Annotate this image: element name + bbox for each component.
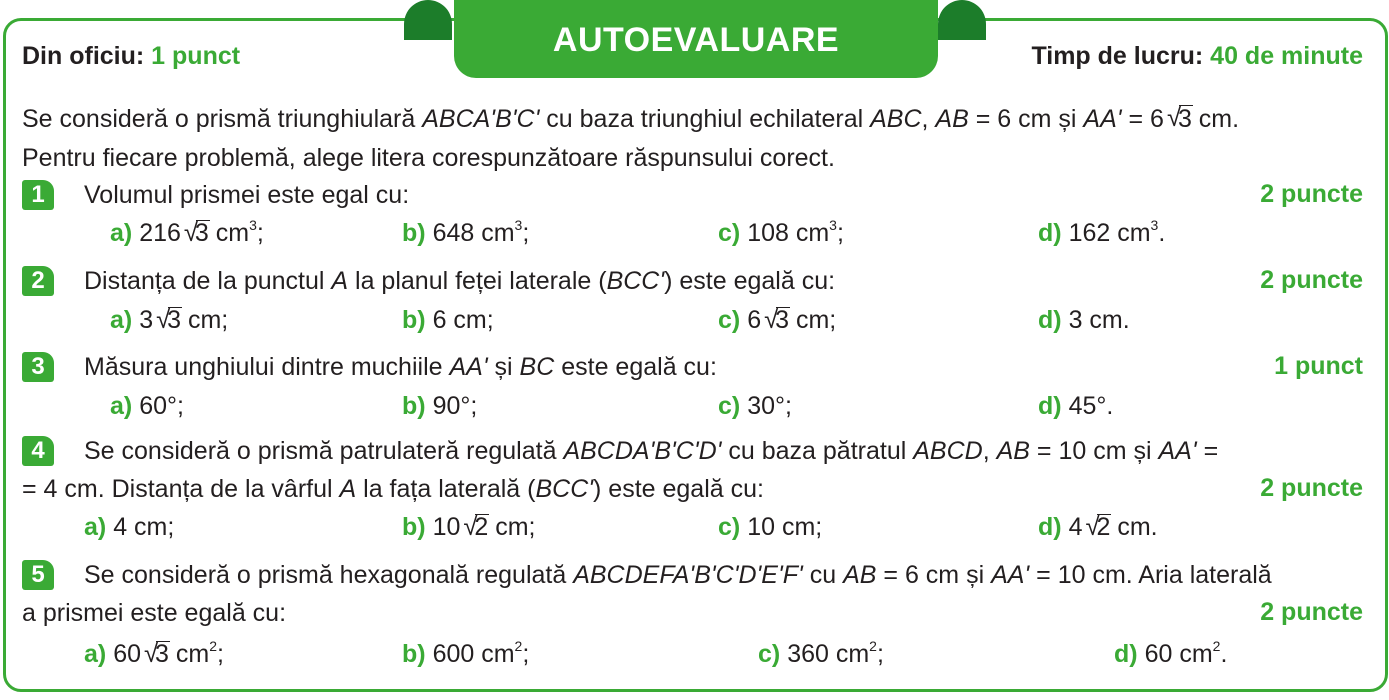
question-3-text: Măsura unghiului dintre muchiile AA' și BC este egală cu: bbox=[84, 353, 717, 381]
timp-label: Timp de lucru: bbox=[1031, 42, 1204, 70]
timp-info bbox=[1031, 42, 1363, 71]
page-title: AUTOEVALUARE bbox=[454, 0, 938, 78]
sqrt-symbol: √ 3 bbox=[1166, 102, 1192, 133]
question-number-2: 2 bbox=[22, 266, 54, 296]
q1-option-c[interactable]: c) 108 $cm^3$; bbox=[718, 217, 844, 247]
q1-option-a[interactable]: a) 216 √ 3 $cm^3$; bbox=[110, 217, 264, 247]
q1-option-b[interactable]: b) 648 $cm^3$; bbox=[402, 217, 530, 247]
q3-option-a[interactable]: a) 60°; bbox=[110, 392, 184, 420]
question-number-3: 3 bbox=[22, 352, 54, 382]
q5-option-c[interactable]: c) 360 $cm^2$; bbox=[758, 638, 884, 668]
question-4-line-2: = 4 cm. Distanța de la vârful A la fața laterală (BCC') este egală cu: bbox=[22, 475, 764, 503]
question-number-4: 4 bbox=[22, 436, 54, 466]
q3-option-c[interactable]: c) 30°; bbox=[718, 392, 792, 420]
q2-option-a[interactable]: a) 3 √ 3 cm; bbox=[110, 304, 229, 334]
question-4-line-1: Se consideră o prismă patrulateră regulată ABCDA'B'C'D' cu baza pătratul ABCD, AB = 10 cm și AA' = bbox=[84, 437, 1219, 465]
q5-option-b[interactable]: b) 600 $cm^2$; bbox=[402, 638, 530, 668]
question-2-points: 2 puncte bbox=[1260, 266, 1363, 294]
q5-option-d[interactable]: d) 60 $cm^2$. bbox=[1114, 638, 1228, 668]
q4-option-c[interactable]: c) 10 cm; bbox=[718, 513, 823, 541]
oficiu-label: Din oficiu: bbox=[22, 42, 145, 70]
tab-ear-right bbox=[938, 0, 986, 40]
q5-option-a[interactable]: a) 60 √ 3 $cm^2$; bbox=[84, 638, 224, 668]
question-5-points: 2 puncte bbox=[1260, 598, 1363, 626]
q2-option-d[interactable]: d) 3 cm. bbox=[1038, 306, 1130, 334]
intro-line-2: Pentru fiecare problemă, alege litera corespunzătoare răspunsului corect. bbox=[22, 144, 835, 172]
question-number-1: 1 bbox=[22, 180, 54, 210]
question-2-text: Distanța de la punctul A la planul feței laterale (BCC') este egală cu: bbox=[84, 267, 836, 295]
intro-line-1: Se consideră o prismă triunghiulară ABCA'B'C' cu baza triunghiul echilateral ABC, AB = 6 cm și AA' = 6 √ 3 cm. bbox=[22, 102, 1240, 133]
question-1-points: 2 puncte bbox=[1260, 180, 1363, 208]
question-4-points: 2 puncte bbox=[1260, 474, 1363, 502]
question-number-5: 5 bbox=[22, 560, 54, 590]
q4-option-d[interactable]: d) 4 √ 2 cm. bbox=[1038, 511, 1158, 541]
q3-option-d[interactable]: d) 45°. bbox=[1038, 392, 1114, 420]
q4-option-a[interactable]: a) 4 cm; bbox=[84, 513, 175, 541]
question-3-points: 1 punct bbox=[1274, 352, 1363, 380]
timp-value: 40 de minute bbox=[1210, 42, 1363, 70]
oficiu-value: 1 punct bbox=[151, 42, 241, 70]
q1-option-d[interactable]: d) 162 $cm^3$. bbox=[1038, 217, 1166, 247]
oficiu-info bbox=[22, 42, 240, 71]
question-1-text: Volumul prismei este egal cu: bbox=[84, 181, 410, 209]
q4-option-b[interactable]: b) 10 √ 2 cm; bbox=[402, 511, 536, 541]
q2-option-b[interactable]: b) 6 cm; bbox=[402, 306, 494, 334]
question-5-line-2: a prismei este egală cu: bbox=[22, 599, 287, 627]
q2-option-c[interactable]: c) 6 √ 3 cm; bbox=[718, 304, 837, 334]
q3-option-b[interactable]: b) 90°; bbox=[402, 392, 478, 420]
tab-ear-left bbox=[404, 0, 452, 40]
question-5-line-1: Se consideră o prismă hexagonală regulată ABCDEFA'B'C'D'E'F' cu AB = 6 cm și AA' = 10 cm. Aria laterală bbox=[84, 561, 1272, 589]
